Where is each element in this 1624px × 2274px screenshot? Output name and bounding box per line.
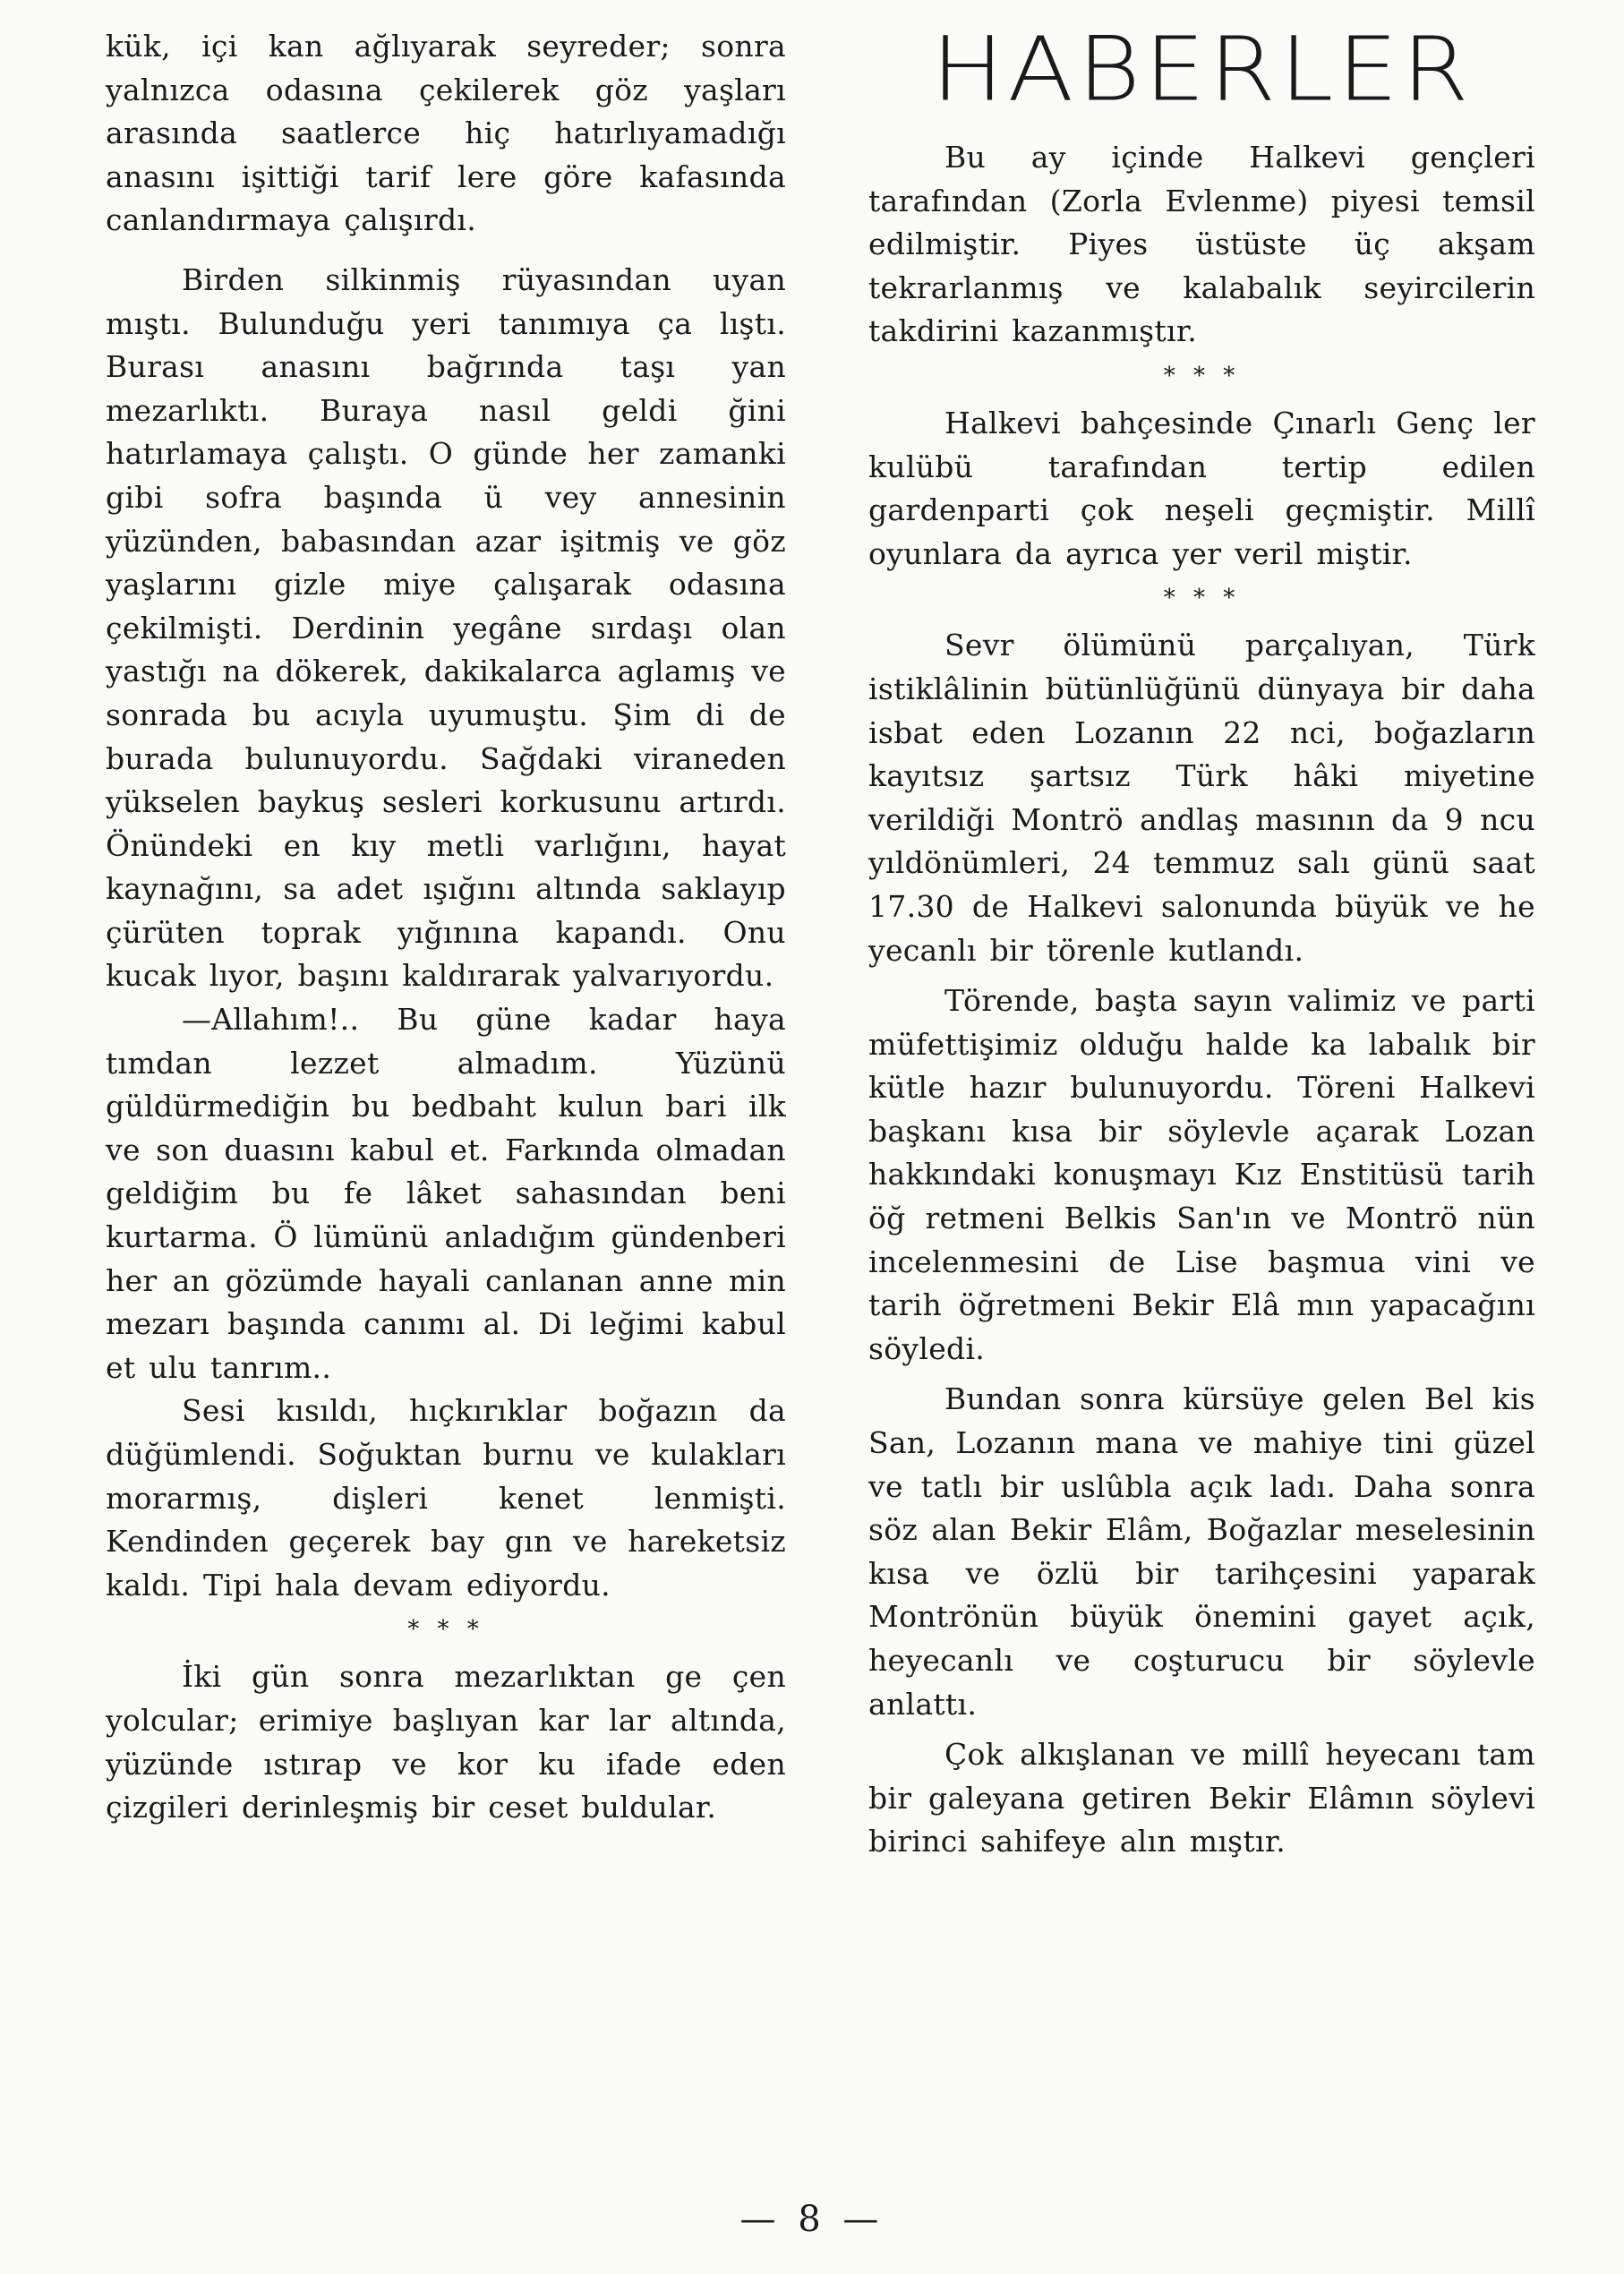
right-column [868,18,1535,1864]
news-separator-1: * * * [1163,362,1241,389]
story-paragraph-4: Sesi kısıldı, hıçkırıklar boğazın da düğümlendi. Soğuktan burnu ve kulakları morarmış, dişleri kenet lenmişti. Kendinden geçerek bay gın ve hareketsiz kaldı. Tipi hala devam ediyordu. [106,1393,786,1603]
news-item-5: Bundan sonra kürsüye gelen Bel kis San, Lozanın mana ve mahiye tini güzel ve tatlı bir uslûbla açık ladı. Daha sonra söz alan Bekir Elâm, Boğazlar meselesinin kısa ve özlü bir tarihçesini yaparak Montrönün büyük önemini gayet açık, heyecanlı ve coşturucu bir söylevle anlattı. [868,1381,1535,1722]
news-item-6: Çok alkışlanan ve millî heyecanı tam bir galeyana getiren Bekir Elâmın söylevi birinci sahifeye alın mıştır. [868,1737,1535,1859]
news-item-4: Törende, başta sayın valimiz ve parti müfettişimiz olduğu halde ka labalık bir kütle hazır bulunuyordu. Töreni Halkevi başkanı kısa bir söylevle açarak Lozan hakkındaki konuşmayı Kız Enstitüsü tarih öğ retmeni Belkis San'ın ve Montrö nün incelenmesini de Lise başmua vini ve tarih öğretmeni Bekir Elâ mın yapacağını söyledi. [868,983,1535,1366]
story-paragraph-3: —Allahım!.. Bu güne kadar haya tımdan lezzet almadım. Yüzünü güldürmediğin bu bedbaht kulun bari ilk ve son duasını kabul et. Farkında olmadan geldiğim bu fe lâket sahasından beni kurtarma. Ö lümünü anladığım gündenberi her an gözümde hayali canlanan anne min mezarı başında canımı al. Di leğimi kabul et ulu tanrım.. [106,1002,786,1385]
news-item-3: Sevr ölümünü parçalıyan, Türk istiklâlinin bütünlüğünü dünyaya bir daha isbat eden Lozanın 22 nci, boğazların kayıtsız şartsız Türk hâki miyetine verildiği Montrö andlaş masının da 9 ncu yıldönümleri, 24 temmuz salı günü saat 17.30 de Halkevi salonunda büyük ve he yecanlı bir törenle kutlandı. [868,628,1535,968]
story-paragraph-1: kük, içi kan ağlıyarak seyreder; sonra yalnızca odasına çekilerek göz yaşları arasında saatlerce hiç hatırlıyamadığı anasını işittiği tarif lere göre kafasında canlandırmaya çalışırdı. [106,29,786,238]
news-item-2: Halkevi bahçesinde Çınarlı Genç ler kulübü tarafından tertip edilen gardenparti çok neşeli geçmiştir. Millî oyunlara da ayrıca yer veril miştir. [868,405,1535,571]
story-paragraph-5: İki gün sonra mezarlıktan ge çen yolcular; erimiye başlıyan kar lar altında, yüzünde ıstırap ve kor ku ifade eden çizgileri derinleşmiş bir ceset buldular. [106,1659,786,1825]
news-item-1: Bu ay içinde Halkevi gençleri tarafından (Zorla Evlenme) piyesi temsil edilmiştir. Piyes üstüste üç akşam tekrarlanmış ve kalabalık seyircilerin takdirini kazanmıştır. [868,140,1535,349]
left-column [106,25,786,1830]
page-number: — 8 — [739,2199,885,2240]
news-separator-2: * * * [1163,585,1241,612]
section-separator: * * * [407,1616,484,1644]
story-paragraph-2: Birden silkinmiş rüyasından uyan mıştı. Bulunduğu yeri tanımıya ça lıştı. Burası anasını bağrında taşı yan mezarlıktı. Buraya nasıl geldi ğini hatırlamaya çalıştı. O günde her zamanki gibi sofra başında ü vey annesinin yüzünden, babasından azar işitmiş ve göz yaşlarını gizle miye çalışarak odasına çekilmişti. Derdinin yegâne sırdaşı olan yastığı na dökerek, dakikalarca aglamış ve sonrada bu acıyla uyumuştu. Şim di de burada bulunuyordu. Sağdaki viraneden yükselen baykuş sesleri korkusunu artırdı. Önündeki en kıy metli varlığını, hayat kaynağını, sa adet ışığını altında saklayıp çürüten toprak yığınına kapandı. Onu kucak lıyor, başını kaldırarak yalvarıyordu. [106,261,786,994]
news-heading: HABERLER [931,18,1473,122]
